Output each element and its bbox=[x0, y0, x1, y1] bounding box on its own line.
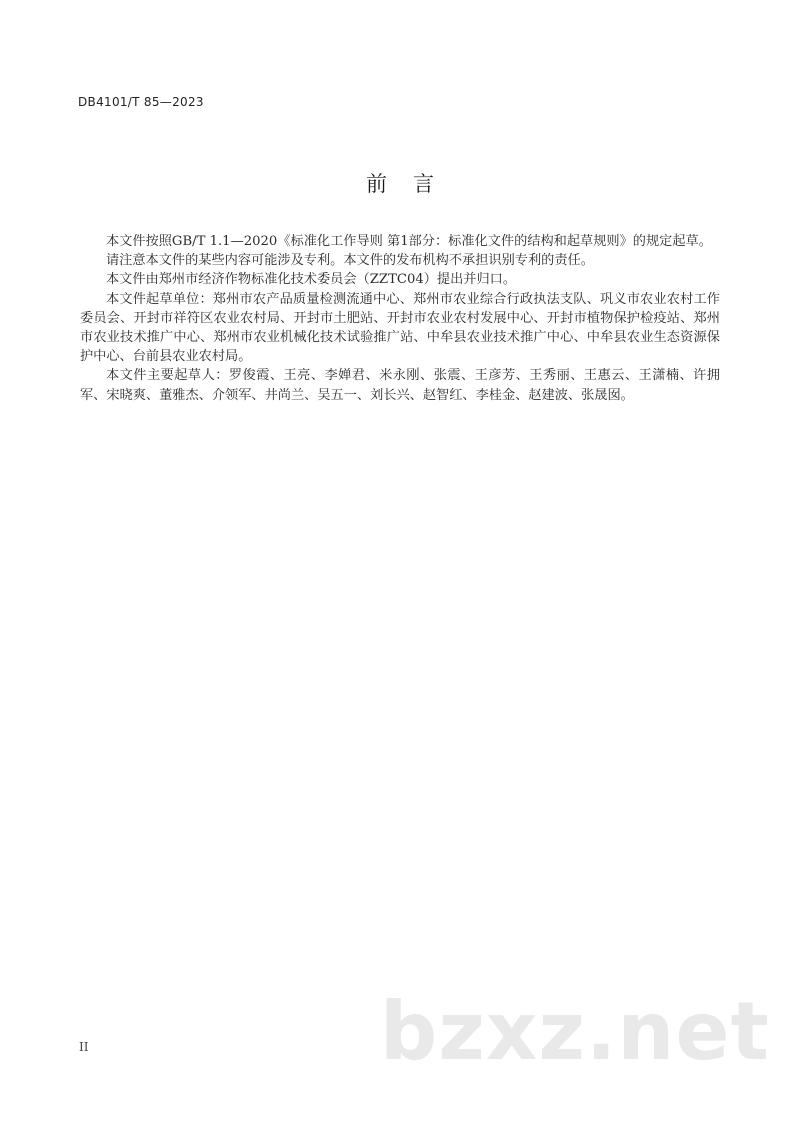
paragraph-patent-notice: 请注意本文件的某些内容可能涉及专利。本文件的发布机构不承担识别专利的责任。 bbox=[106, 253, 594, 269]
paragraph-drafting-units: 本文件起草单位：郑州市农产品质量检测流通中心、郑州市农业综合行政执法支队、巩义市农业农村工作委员会、开封市祥符区农业农村局、开封市土肥站、开封市农业农村发展中心、开封市植物保护检疫站、郑州市农业技术推广中心、郑州市农业机械化技术试验推广站、中牟县农业技术推广中心、中牟县农业生态资源保护中心、台前县农业农村局。 bbox=[80, 291, 720, 365]
watermark: bzxz.net bbox=[380, 985, 770, 1078]
section-title: 前言 bbox=[366, 172, 460, 196]
page-number: II bbox=[79, 1040, 89, 1054]
paragraph-proposer: 本文件由郑州市经济作物标准化技术委员会（ZZTC04）提出并归口。 bbox=[106, 272, 517, 288]
document-code: DB4101/T 85—2023 bbox=[78, 95, 204, 109]
paragraph-drafters: 本文件主要起草人：罗俊霞、王亮、李婵君、米永刚、张震、王彦芳、王秀丽、王惠云、王潇楠、许拥军、宋晓爽、董雅杰、介领军、井尚兰、吴五一、刘长兴、赵智红、李桂金、赵建波、张晟囡。 bbox=[80, 368, 720, 403]
paragraph-drafting-rules: 本文件按照GB/T 1.1—2020《标准化工作导则 第1部分：标准化文件的结构和起草规则》的规定起草。 bbox=[106, 234, 712, 249]
foreword-body bbox=[80, 232, 720, 405]
